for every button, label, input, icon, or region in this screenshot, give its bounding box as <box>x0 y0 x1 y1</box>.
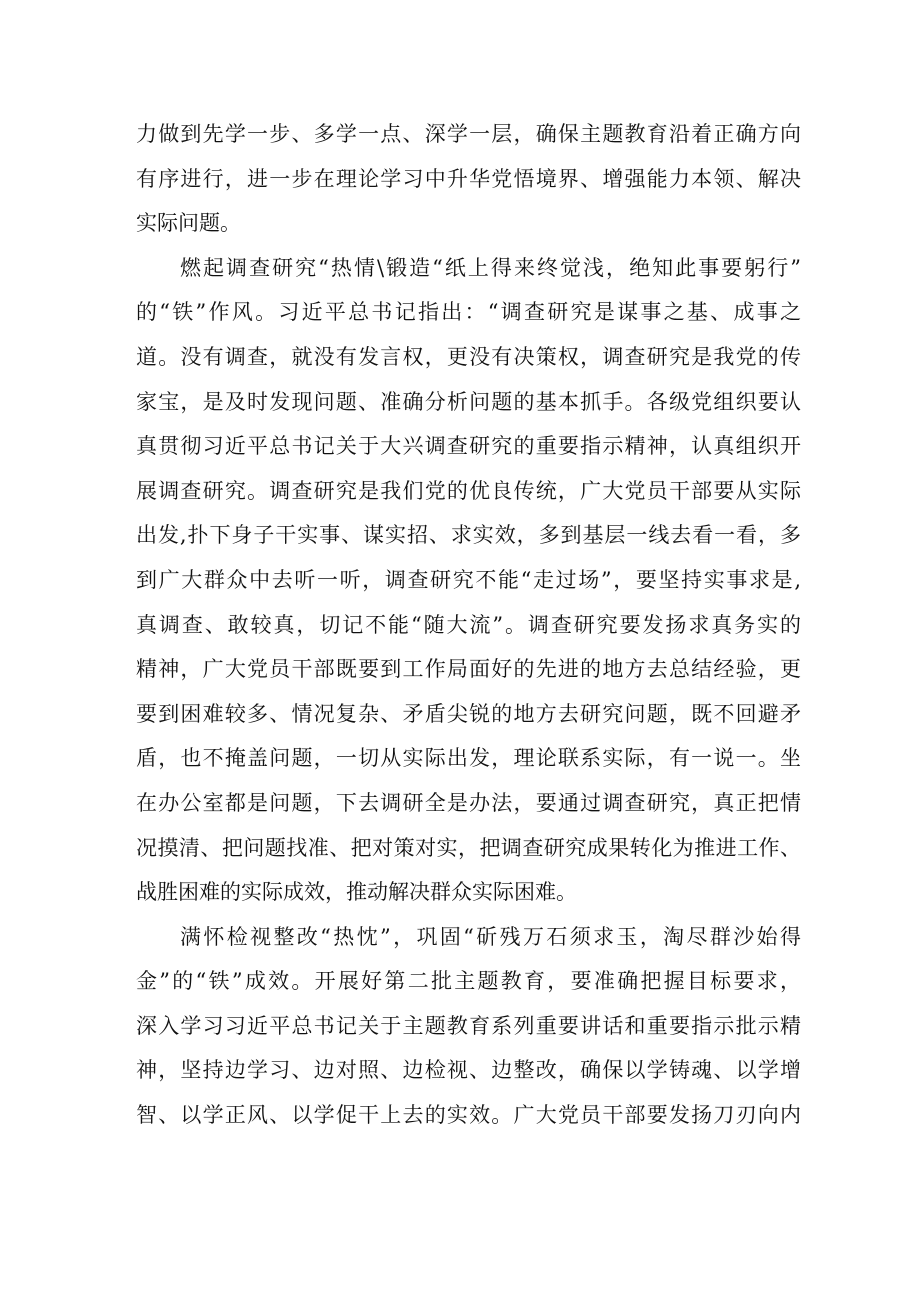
text-line: 真调查、敢较真，切记不能“随大流”。调查研究要发扬求真务实的 <box>136 612 801 637</box>
text-line: 战胜困难的实际成效，推动解决群众实际困难。 <box>136 880 577 905</box>
text-line: 家宝，是及时发现问题、准确分析问题的基本抓手。各级党组织要认 <box>136 389 801 414</box>
text-line: 燃起调查研究“热情\锻造“纸上得来终觉浅，绝知此事要躬行” <box>180 255 801 280</box>
text-line: 盾，也不掩盖问题，一切从实际出发，理论联系实际，有一说一。坐 <box>136 746 801 771</box>
text-line: 满怀检视整改“热忱”，巩固“斫残万石须求玉，淘尽群沙始得 <box>180 924 801 949</box>
text-line: 到广大群众中去听一听，调查研究不能“走过场”，要坚持实事求是, <box>136 567 801 592</box>
text-line: 展调查研究。调查研究是我们党的优良传统，广大党员干部要从实际 <box>136 478 801 503</box>
text-line: 智、以学正风、以学促干上去的实效。广大党员干部要发扬刀刃向内 <box>136 1103 801 1128</box>
text-line: 真贯彻习近平总书记关于大兴调查研究的重要指示精神，认真组织开 <box>136 434 801 459</box>
paragraph <box>136 915 801 1138</box>
body-text <box>136 112 801 1138</box>
text-line: 要到困难较多、情况复杂、矛盾尖锐的地方去研究问题，既不回避矛 <box>136 701 801 726</box>
text-line: 在办公室都是问题，下去调研全是办法，要通过调查研究，真正把情 <box>136 790 801 815</box>
text-line: 实际问题。 <box>136 211 241 236</box>
text-line: 深入学习习近平总书记关于主题教育系列重要讲话和重要指示批示精 <box>136 1013 801 1038</box>
paragraph <box>136 246 801 915</box>
text-line: 精神，广大党员干部既要到工作局面好的先进的地方去总结经验，更 <box>136 657 801 682</box>
text-line: 的“铁”作风。习近平总书记指出：“调查研究是谋事之基、成事之 <box>136 300 801 325</box>
text-line: 道。没有调查，就没有发言权，更没有决策权，调查研究是我党的传 <box>136 344 801 369</box>
text-line: 金”的“铁”成效。开展好第二批主题教育，要准确把握目标要求， <box>136 969 801 994</box>
text-line: 出发,扑下身子干实事、谋实招、求实效，多到基层一线去看一看，多 <box>136 523 801 548</box>
text-line: 神，坚持边学习、边对照、边检视、边整改，确保以学铸魂、以学增 <box>136 1058 801 1083</box>
text-line: 力做到先学一步、多学一点、深学一层，确保主题教育沿着正确方向 <box>136 122 801 146</box>
text-line: 有序进行，进一步在理论学习中升华党悟境界、增强能力本领、解决 <box>136 166 801 191</box>
text-line: 况摸清、把问题找准、把对策对实，把调查研究成果转化为推进工作、 <box>136 835 801 860</box>
paragraph <box>136 112 801 246</box>
